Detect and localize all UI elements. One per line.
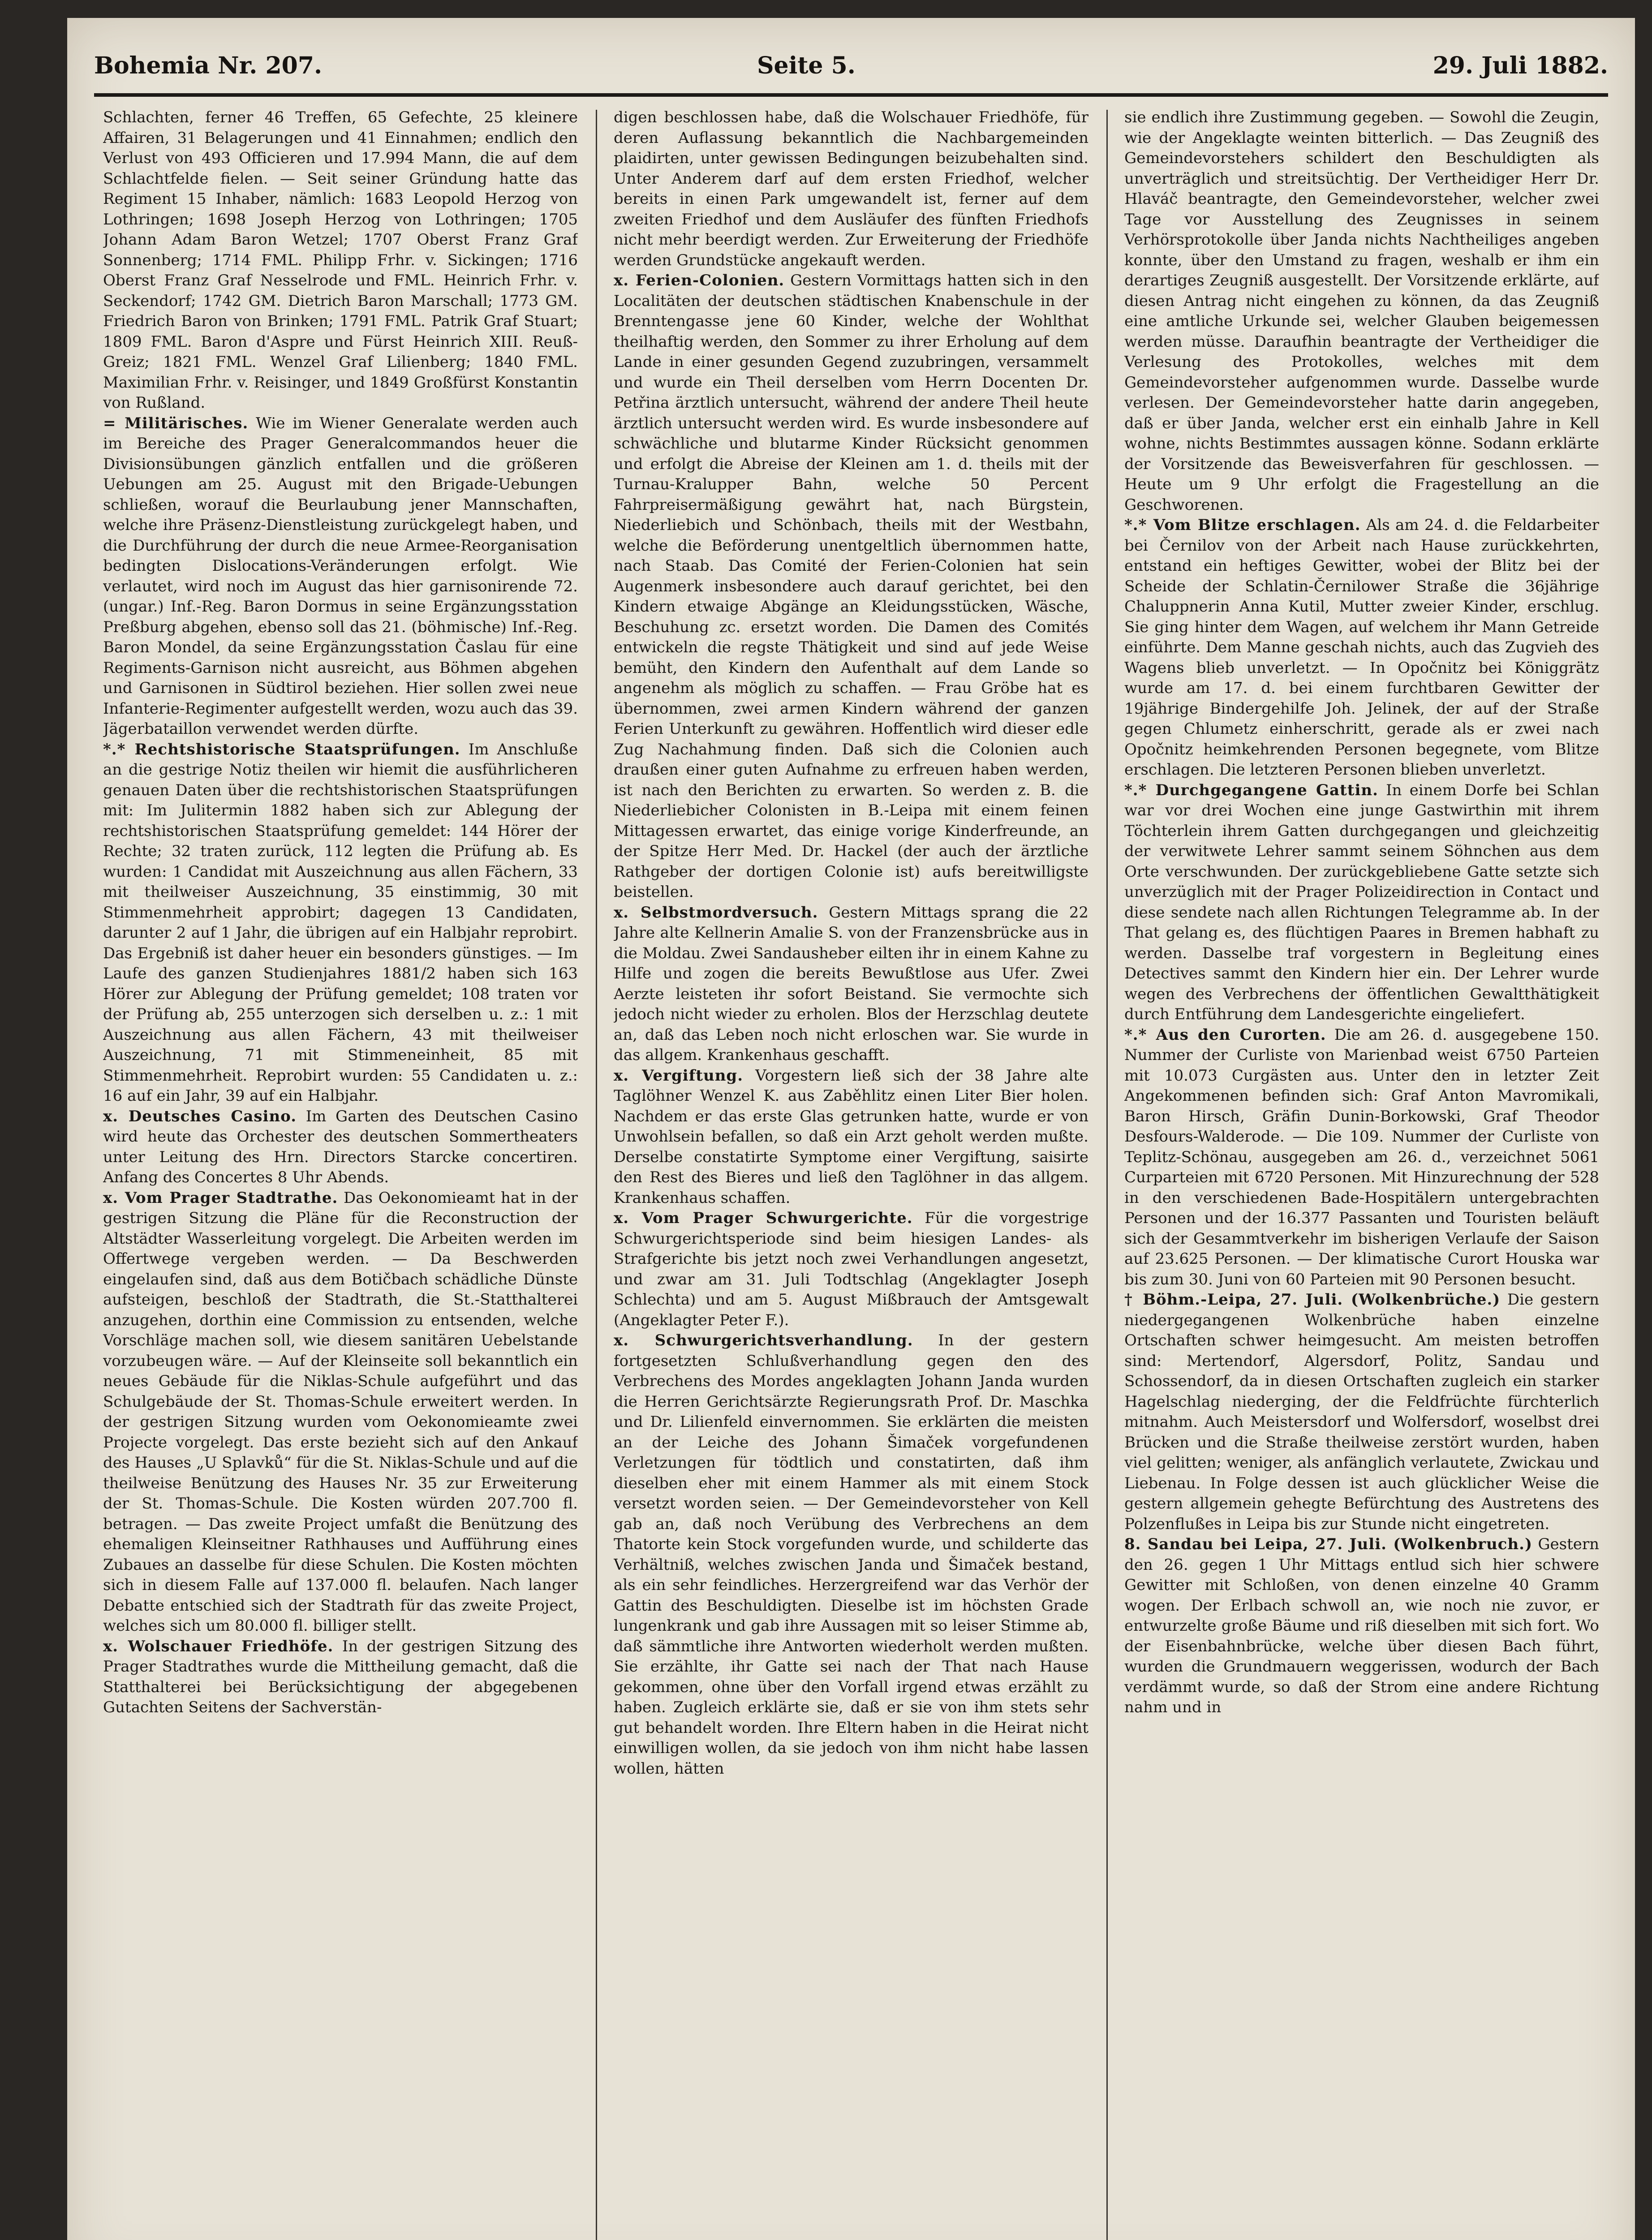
article-paragraph (103, 108, 578, 414)
article-paragraph (614, 108, 1088, 271)
article-text: Die am 26. d. ausgegebene 150. Nummer der Curliste von Marienbad weist 6750 Parteien mit 10.073 Curgästen aus. Unter den in letzter Zeit Angekommenen befinden sich: Graf Anton Mavromikali, Baron Hirsch, Gräfin Dunin-Borkowski, Graf Theodor Desfours-Walderode. — Die 109. Nummer der Curliste von Teplitz-Schönau, ausgegeben am 26. d., verzeichnet 5061 Curparteien mit 6720 Personen. Mit Hinzurechnung der 528 in den verschiedenen Bade-Hospitälern untergebrachten Personen und der 16.377 Passanten und Touristen beläuft sich der Gesammtverkehr im bisherigen Verlaufe der Saison auf 23.625 Personen. — Der klimatische Curort Houska war bis zum 30. Juni von 60 Parteien mit 90 Personen besucht. (1124, 1025, 1599, 1288)
article-paragraph (1124, 1290, 1599, 1534)
text-column-1 (103, 108, 578, 2240)
article-paragraph (103, 740, 578, 1107)
article-paragraph (1124, 1025, 1599, 1290)
article-text: Die gestern niedergegangenen Wolkenbrüche haben einzelne Ortschaften schwer heimgesucht. Am meisten betroffen sind: Mertendorf, Algersdorf, Politz, Sandau und Schossendorf, da in diesen Ortschaften zugleich ein starker Hagelschlag niederging, der die Feldfrüchte fürchterlich mitnahm. Auch Meistersdorf und Wolfersdorf, woselbst drei Brücken und die Straße theilweise zerstört wurden, haben viel gelitten; weniger, als anfänglich verlautete, Zwickau und Liebenau. In Folge dessen ist auch glücklicher Weise die gestern allgemein gehegte Befürchtung des Austretens des Polzenflußes in Leipa bis zur Stunde nicht eingetreten. (1124, 1291, 1599, 1533)
article-heading: x. Vom Prager Stadtrathe. (103, 1189, 338, 1207)
column-divider (1106, 110, 1108, 2240)
column-divider (596, 110, 597, 2240)
article-paragraph (614, 1208, 1088, 1331)
article-text: In der gestern fortgesetzten Schlußverhandlung gegen den des Verbrechens des Mordes angeklagten Johann Janda wurden die Herren Gerichtsärzte Regierungsrath Prof. Dr. Maschka und Dr. Lilienfeld einvernommen. Sie erklärten die meisten an der Leiche des Johann Šimaček vorgefundenen Verletzungen für tödtlich und constatirten, daß ihm dieselben eher mit einem Hammer als mit einem Stock versetzt worden seien. — Der Gemeindevorsteher von Kell gab an, daß noch Verübung des Verbrechens an dem Thatorte kein Stock vorgefunden wurde, und schilderte das Verhältniß, welches zwischen Janda und Šimaček bestand, als ein sehr feindliches. Herzergreifend war das Verhör der Gattin des Beschuldigten. Dieselbe ist im höchsten Grade lungenkrank und gab ihre Aussagen mit so leiser Stimme ab, daß sämmtliche ihre Antworten wiederholt werden mußten. Sie erzählte, ihr Gatte sei nach der That nach Hause gekommen, ohne über den Vorfall irgend etwas erzählt zu haben. Zugleich erklärte sie, daß er sie von ihm stets sehr gut behandelt worden. Ihre Eltern haben in die Heirat nicht einwilligen wollen, da sie jedoch von ihm nicht habe lassen wollen, hätten (614, 1331, 1088, 1778)
article-heading: x. Deutsches Casino. (103, 1107, 297, 1125)
article-heading: = Militärisches. (103, 414, 249, 432)
article-heading: x. Schwurgerichtsverhandlung. (614, 1331, 913, 1349)
article-paragraph (614, 1331, 1088, 1779)
header-issue: Bohemia Nr. 207. (94, 52, 323, 79)
article-text: Gestern Mittags sprang die 22 Jahre alte Kellnerin Amalie S. von der Franzensbrücke aus in die Moldau. Zwei Sandausheber eilten ihr in einem Kahne zu Hilfe und zogen die bereits Bewußtlose aus Ufer. Zwei Aerzte leisteten ihr sofort Beistand. Sie vermochte sich jedoch nicht wieder zu erholen. Blos der Herzschlag deutete an, daß das Leben noch nicht erloschen war. Sie wurde in das allgem. Krankenhaus geschafft. (614, 903, 1088, 1064)
article-heading: x. Wolschauer Friedhöfe. (103, 1637, 334, 1655)
article-text: Wie im Wiener Generalate werden auch im Bereiche des Prager Generalcommandos heuer die Divisionsübungen gänzlich entfallen und die größeren Uebungen am 25. August mit den Brigade-Uebungen schließen, worauf die Beurlaubung jener Mannschaften, welche ihre Präsenz-Dienstleistung zurückgelegt haben, und die Durchführung der durch die neue Armee-Reorganisation bedingten Dislocations-Veränderungen erfolgt. Wie verlautet, wird noch im August das hier garnisonirende 72. (ungar.) Inf.-Reg. Baron Dormus in seine Ergänzungsstation Preßburg abgehen, ebenso soll das 21. (böhmische) Inf.-Reg. Baron Mondel, da seine Ergänzungsstation Časlau für eine Regiments-Garnison nicht ausreicht, aus Böhmen abgehen und Garnisonen in Südtirol beziehen. Hier sollen zwei neue Infanterie-Regimenter aufgestellt werden, wozu auch das 39. Jägerbataillon verwendet werden dürfte. (103, 414, 578, 738)
article-heading: x. Vergiftung. (614, 1066, 744, 1085)
article-heading: x. Selbstmordversuch. (614, 903, 818, 922)
article-heading: 8. Sandau bei Leipa, 27. Juli. (Wolkenbruch.) (1124, 1535, 1533, 1553)
article-text: In einem Dorfe bei Schlan war vor drei Wochen eine junge Gastwirthin mit ihrem Töchterlein ihrem Gatten durchgegangen und gleichzeitig der verwitwete Lehrer sammt seinem Söhnchen aus dem Orte verschwunden. Der zurückgebliebene Gatte setzte sich unverzüglich mit der Prager Polizeidirection in Contact und diese sendete nach allen Richtungen Telegramme ab. In der That gelang es, des flüchtigen Paares in Bremen habhaft zu werden. Dasselbe traf vorgestern in Begleitung eines Detectives sammt den Kindern hier ein. Der Lehrer wurde wegen des Verbrechens der öffentlichen Gewaltthätigkeit durch Entführung dem Landesgerichte eingeliefert. (1124, 781, 1599, 1023)
article-paragraph (1124, 780, 1599, 1025)
page-header (94, 41, 1608, 86)
article-paragraph (614, 271, 1088, 903)
article-text: Im Anschluße an die gestrige Notiz theilen wir hiemit die ausführlicheren genauen Daten über die rechtshistorischen Staatsprüfungen mit: Im Julitermin 1882 haben sich zur Ablegung der rechtshistorischen Staatsprüfung gemeldet: 144 Hörer der Rechte; 32 traten zurück, 112 legten die Prüfung ab. Es wurden: 1 Candidat mit Auszeichnung aus allen Fächern, 33 mit theilweiser Auszeichnung, 35 einstimmig, 30 mit Stimmenmehrheit approbirt; dagegen 13 Candidaten, darunter 2 auf 1 Jahr, die übrigen auf ein Halbjahr reprobirt. Das Ergebniß ist daher heuer ein besonders günstiges. — Im Laufe des ganzen Studienjahres 1881/2 haben sich 163 Hörer zur Ablegung der Prüfung gemeldet; 108 traten vor der Prüfung ab, 255 unterzogen sich derselben u. z.: 1 mit Auszeichnung aus allen Fächern, 43 mit theilweiser Auszeichnung, 71 mit Stimmeneinheit, 85 mit Stimmenmehrheit. Reprobirt wurden: 55 Candidaten u. z.: 16 auf ein Jahr, 39 auf ein Halbjahr. (103, 740, 578, 1105)
article-text: Im Garten des Deutschen Casino wird heute das Orchester des deutschen Sommertheaters unter Leitung des Hrn. Directors Starcke concertiren. Anfang des Concertes 8 Uhr Abends. (103, 1107, 578, 1186)
article-text: sie endlich ihre Zustimmung gegeben. — Sowohl die Zeugin, wie der Angeklagte weinten bitterlich. — Das Zeugniß des Gemeindevorstehers schildert den Beschuldigten als unverträglich und streitsüchtig. Der Vertheidiger Herr Dr. Hlaváč beantragte, den Gemeindevorsteher, welcher zwei Tage vor Ausstellung des Zeugnisses in seinem Verhörsprotokolle über Janda nichts Nachtheiliges angeben konnte, über den Umstand zu fragen, weshalb er ihm ein derartiges Zeugniß ausgestellt. Der Vorsitzende erklärte, auf diesen Antrag nicht eingehen zu können, da das Zeugniß eine amtliche Urkunde sei, welcher Glauben beigemessen werden müsse. Daraufhin beantragte der Vertheidiger die Verlesung des Protokolles, welches mit dem Gemeindevorsteher aufgenommen wurde. Dasselbe wurde verlesen. Der Gemeindevorsteher hatte darin angegeben, daß er über Janda, welcher erst ein einhalb Jahre in Kell wohne, nichts Bestimmtes aussagen könne. Sodann erklärte der Vorsitzende das Beweisverfahren für geschlossen. — Heute um 9 Uhr erfolgt die Fragestellung an die Geschworenen. (1124, 108, 1599, 514)
article-heading: *.* Vom Blitze erschlagen. (1124, 516, 1361, 534)
text-column-3 (1124, 108, 1599, 2240)
article-text: Das Oekonomieamt hat in der gestrigen Sitzung die Pläne für die Reconstruction der Altstädter Wasserleitung vorgelegt. Die Arbeiten werden im Offertwege vergeben werden. — Da Beschwerden eingelaufen sind, daß aus dem Botičbach schädliche Dünste aufsteigen, beschloß der Stadtrath, die St.-Statthalterei anzugehen, dorthin eine Commission zu entsenden, welche Vorschläge machen soll, wie diesem sanitären Uebelstande vorzubeugen wäre. — Auf der Kleinseite soll bekanntlich ein neues Gebäude für die Niklas-Schule aufgeführt und das Schulgebäude der St. Thomas-Schule erweitert werden. In der gestrigen Sitzung wurden vom Oekonomieamte zwei Projecte vorgelegt. Das erste bezieht sich auf den Ankauf des Hauses „U Splavků“ für die St. Niklas-Schule und auf die theilweise Benützung des Hauses Nr. 35 zur Erweiterung der St. Thomas-Schule. Die Kosten würden 207.700 fl. betragen. — Das zweite Project umfaßt die Benützung des ehemaligen Kleinseitner Rathhauses und Aufführung eines Zubaues an dasselbe für diese Schulen. Die Kosten möchten sich in diesem Falle auf 137.000 fl. belaufen. Nach langer Debatte entschied sich der Stadtrath für das zweite Project, welches sich um 80.000 fl. billiger stellt. (103, 1189, 578, 1635)
article-text: Als am 24. d. die Feldarbeiter bei Černilov von der Arbeit nach Hause zurückkehrten, entstand ein heftiges Gewitter, wobei der Blitz bei der Scheide der Schlatin-Černilower Straße die 36jährige Chaluppnerin Anna Kutil, Mutter zweier Kinder, erschlug. Sie ging hinter dem Wagen, auf welchem ihr Mann Getreide einführte. Dem Manne geschah nichts, auch das Zugvieh des Wagens blieb unverletzt. — In Opočnitz bei Königgrätz wurde am 17. d. bei einem furchtbaren Gewitter der 19jährige Bindergehilfe Joh. Jelinek, der auf der Straße gegen Chlumetz einherschritt, gerade als er zwei nach Opočnitz heimkehrenden Personen begegnete, vom Blitze erschlagen. Die letzteren Personen blieben unverletzt. (1124, 516, 1599, 779)
article-paragraph (614, 903, 1088, 1066)
article-text: digen beschlossen habe, daß die Wolschauer Friedhöfe, für deren Auflassung bekanntlich die Nachbargemeinden plaidirten, unter gewissen Bedingungen beizubehalten sind. Unter Anderem darf auf dem ersten Friedhof, welcher bereits in einen Park umgewandelt ist, ferner auf dem zweiten Friedhof und dem Ausläufer des fünften Friedhofs nicht mehr beerdigt werden. Zur Erweiterung der Friedhöfe werden Grundstücke angekauft werden. (614, 108, 1088, 269)
article-text: In der gestrigen Sitzung des Prager Stadtrathes wurde die Mittheilung gemacht, daß die Statthalterei bei Berücksichtigung der abgegebenen Gutachten Seitens der Sachverstän- (103, 1637, 578, 1716)
article-paragraph (103, 1637, 578, 1718)
article-heading: † Böhm.-Leipa, 27. Juli. (Wolkenbrüche.) (1124, 1291, 1501, 1309)
article-text: Vorgestern ließ sich der 38 Jahre alte Taglöhner Wenzel K. aus Zaběhlitz einen Liter Bier holen. Nachdem er das erste Glas getrunken hatte, wurde er von Unwohlsein befallen, so daß ein Arzt geholt werden mußte. Derselbe constatirte Symptome einer Vergiftung, saisirte den Rest des Bieres und ließ den Taglöhner in das allgem. Krankenhaus schaffen. (614, 1066, 1088, 1207)
article-paragraph (614, 1066, 1088, 1209)
article-paragraph (103, 1107, 578, 1188)
article-paragraph (1124, 1534, 1599, 1718)
article-text: Schlachten, ferner 46 Treffen, 65 Gefechte, 25 kleinere Affairen, 31 Belagerungen und 41 Einnahmen; endlich den Verlust von 493 Officieren und 17.994 Mann, die auf dem Schlachtfelde fielen. — Seit seiner Gründung hatte das Regiment 15 Inhaber, nämlich: 1683 Leopold Herzog von Lothringen; 1698 Joseph Herzog von Lothringen; 1705 Johann Adam Baron Wetzel; 1707 Oberst Franz Graf Sonnenberg; 1714 FML. Philipp Frhr. v. Sickingen; 1716 Oberst Franz Graf Nesselrode und FML. Heinrich Frhr. v. Seckendorf; 1742 GM. Dietrich Baron Marschall; 1773 GM. Friedrich Baron von Brinken; 1791 FML. Patrik Graf Stuart; 1809 FML. Baron d'Aspre und Fürst Heinrich XIII. Reuß-Greiz; 1821 FML. Wenzel Graf Lilienberg; 1840 FML. Maximilian Frhr. v. Reisinger, und 1849 Großfürst Konstantin von Rußland. (103, 108, 578, 412)
header-date: 29. Juli 1882. (1433, 52, 1608, 79)
header-rule (94, 93, 1608, 97)
article-text: Gestern Vormittags hatten sich in den Localitäten der deutschen städtischen Knabenschule in der Brenntengasse jene 60 Kinder, welche der Wohlthat theilhaftig werden, den Sommer zu ihrer Erholung auf dem Lande in einer gesunden Gegend zuzubringen, versammelt und wurde ein Theil derselben vom Herrn Docenten Dr. Petřina ärztlich untersucht, während der andere Theil heute ärztlich untersucht werden wird. Es wurde insbesondere auf schwächliche und blutarme Kinder Rücksicht genommen und erfolgt die Abreise der Kleinen am 1. d. theils mit der Turnau-Kralupper Bahn, welche 50 Percent Fahrpreisermäßigung gewährt hat, nach Bürgstein, Niederliebich und Schönbach, theils mit der Westbahn, welche die Beförderung unentgeltlich übernommen hatte, nach Staab. Das Comité der Ferien-Colonien hat sein Augenmerk insbesondere auch darauf gerichtet, bei den Kindern etwaige Abgänge an Kleidungsstücken, Wäsche, Beschuhung zc. ersetzt worden. Die Damen des Comités entwickeln die regste Thätigkeit und sind auf jede Weise bemüht, den Kindern den Aufenthalt auf dem Lande so angenehm als möglich zu schaffen. — Frau Gröbe hat es übernommen, zwei armen Kindern während der ganzen Ferien Unterkunft zu gewähren. Hoffentlich wird dieser edle Zug Nachahmung finden. Daß sich die Colonien auch draußen einer guten Aufnahme zu erfreuen haben werden, ist nach den Berichten zu erwarten. So werden z. B. die Niederliebicher Colonisten in B.-Leipa mit einem feinen Mittagessen erwartet, das einige vorige Kinderfreunde, an der Spitze Herr Med. Dr. Hackel (der auch der ärztliche Rathgeber der dortigen Colonie ist) aufs bereitwilligste beistellen. (614, 271, 1088, 901)
article-heading: x. Vom Prager Schwurgerichte. (614, 1209, 913, 1227)
article-text: Für die vorgestrige Schwurgerichtsperiode sind beim hiesigen Landes- als Strafgerichte bis jetzt noch zwei Verhandlungen angesetzt, und zwar am 31. Juli Todtschlag (Angeklagter Joseph Schlechta) und am 5. August Mißbrauch der Amtsgewalt (Angeklagter Peter F.). (614, 1209, 1088, 1329)
newspaper-page (67, 18, 1635, 2240)
article-paragraph (103, 414, 578, 740)
article-paragraph (103, 1188, 578, 1637)
article-text: Gestern den 26. gegen 1 Uhr Mittags entlud sich hier schwere Gewitter mit Schloßen, von denen einzelne 40 Gramm wogen. Der Erlbach schwoll an, wie noch nie zuvor, er entwurzelte große Bäume und riß dieselben mit sich fort. Wo der Eisenbahnbrücke, welche über diesen Bach führt, wurden die Grundmauern weggerissen, wodurch der Bach verdämmt wurde, so daß der Strom eine andere Richtung nahm und in (1124, 1535, 1599, 1716)
article-heading: *.* Aus den Curorten. (1124, 1025, 1326, 1044)
article-paragraph (1124, 108, 1599, 515)
article-heading: x. Ferien-Colonien. (614, 271, 785, 289)
header-page-number: Seite 5. (757, 52, 856, 79)
article-paragraph (1124, 515, 1599, 780)
article-heading: *.* Rechtshistorische Staatsprüfungen. (103, 740, 460, 758)
text-column-2 (614, 108, 1088, 2240)
article-heading: *.* Durchgegangene Gattin. (1124, 781, 1378, 799)
